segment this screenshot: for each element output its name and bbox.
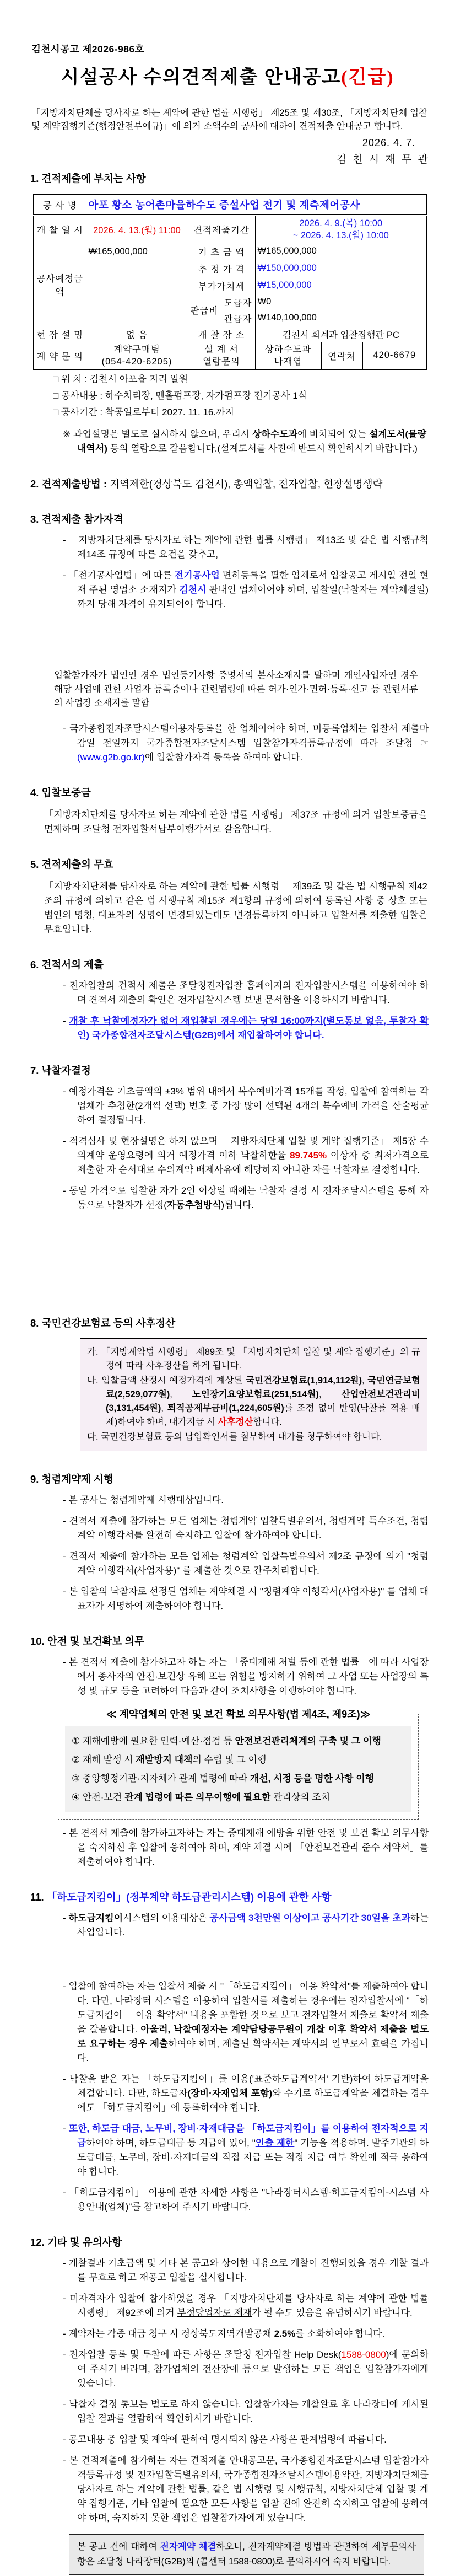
text-segment: 「지방자치단체를 당사자로 하는 계약에 관한 법률 시행령」 제37조 규정에 의거 입찰보증금을 면제하며 조달청 전자입찰서납부이행각서로 갈음합니다. bbox=[44, 809, 427, 834]
text-segment: - 전자입찰의 견적서 제출은 조달청전자입찰 홈페이지의 전자입찰시스템을 이용하여야 하며 견적서 제출의 확인은 전자입찰시스템 보낸 문서함을 이용하시기 바랍니다. bbox=[63, 980, 429, 1005]
text-segment: ① bbox=[72, 1735, 83, 1746]
text-segment: 가 될 수도 있음을 유념하시기 바랍니다. bbox=[252, 2307, 413, 2318]
text-segment: 관내인 업체이어야 하며, 입찰일(낙찰자는 계약체결일)까지 당해 자격이 유지되어야 합니다. bbox=[77, 584, 429, 609]
text-segment: - 본 견적서 제출에 참가하고자 하는 자는 「중대재해 처벌 등에 관한 법률」에 따라 사업장에서 종사자의 안전·보건상 유해 또는 위험을 방지하기 위하여 그 사업 또는 사업장의 특성 및 규모 등을 고려하여 다음과 같이 조치사항을 이행하여야 합니다. bbox=[63, 1656, 429, 1696]
text-segment: - 미자격자가 입찰에 참가하였을 경우 「지방자치단체를 당사자로 하는 계약에 관한 법률 시행령」 제92조에 의거 bbox=[63, 2293, 429, 2318]
text-segment: 아울러, 낙찰예정자는 계약담당공무원이 개찰 이후 확약서 제출을 별도로 요구하는 경우 제출 bbox=[77, 2024, 429, 2049]
opening-datetime-label: 개 찰 일 시 bbox=[34, 215, 86, 243]
text-segment: - 「지방자치단체를 당사자로 하는 계약에 관한 법률 시행령」 제13조 및 같은 법 시행규칙 제14조 규정에 따른 요건을 갖추고, bbox=[63, 534, 429, 560]
text-segment: 나. 입찰금액 산정시 예정가격에 계상된 bbox=[87, 1375, 246, 1386]
project-detail-item bbox=[53, 389, 427, 403]
section3-bullets-a bbox=[0, 533, 455, 611]
text-segment: , bbox=[318, 1389, 342, 1399]
project-detail-item bbox=[53, 372, 427, 387]
opening-datetime-value: 2026. 4. 13.(월) 11:00 bbox=[86, 215, 188, 243]
section3-bullets-b bbox=[0, 722, 455, 765]
project-name-value: 아포 황소 농어촌마을하수도 증설사업 전기 및 계측제어공사 bbox=[86, 194, 427, 215]
assessed-price-label: 추 정 가 격 bbox=[188, 260, 255, 277]
section10-heading: 10. 안전 및 보건확보 의무 bbox=[30, 1635, 145, 1647]
text-segment: 전기공사업 bbox=[174, 570, 220, 581]
text-segment: - 적격심사 및 현장설명은 하지 않으며 「지방자치단체 입찰 및 계약 집행기준」 제5장 수의계약 운영요령에 의거 예정가격 이하 낙찰하한율 bbox=[63, 1135, 429, 1161]
text-segment: 자동추첨방식 bbox=[166, 1199, 221, 1210]
table-row bbox=[34, 326, 427, 342]
text-segment: ③ 중앙행정기관·지자체가 관계 법령에 따라 bbox=[72, 1773, 250, 1784]
assessed-price-value: ₩150,000,000 bbox=[255, 260, 427, 277]
text-segment: 의 수립 및 그 이행 bbox=[192, 1754, 267, 1765]
text-segment: 본 공고 건에 대하여 bbox=[77, 2541, 160, 2552]
gov-supply-label: 관급비 bbox=[188, 294, 221, 326]
text-segment: - 입찰에 참여하는 자는 입찰서 제출 시 "「하도급지킴이」 이용 확약서"를 제출하여야 합니다. 다만, 나라장터 시스템을 이용하여 입찰서를 제출하는 경우에는 전자입찰서에 "「하도급지킴이」 이용 확약서" 내용을 포함한 것으로 보고 전자입찰서 제출로 확약서 제출을 갈음합니다. bbox=[63, 1981, 429, 2035]
bullet-item bbox=[63, 568, 429, 611]
text-segment: - 낙찰을 받은 자는 「하도급지킴이」를 이용('표준하도급계약서' 기반)하여 하도급계약을 체결합니다. 다만, 하도급자 bbox=[63, 2073, 429, 2099]
bullet-item bbox=[63, 1514, 429, 1543]
bullet-item bbox=[63, 1585, 429, 1613]
section8-heading: 8. 국민건강보험료 등의 사후정산 bbox=[30, 1317, 176, 1329]
text-segment: 국민연금보험료(2,529,077원) bbox=[106, 1375, 420, 1399]
section4-heading: 4. 입찰보증금 bbox=[30, 786, 91, 798]
text-segment: 공사금액 3천만원 이상이고 공사기간 30일을 초과 bbox=[209, 1912, 411, 1923]
business-location-note-box bbox=[47, 664, 425, 715]
section12-heading: 12. 기타 및 유의사항 bbox=[30, 2236, 122, 2248]
estimated-amount-label: 공사예정금액 bbox=[34, 243, 86, 326]
text-segment: 안전보건관리체계의 구축 및 그 이행 bbox=[235, 1735, 381, 1746]
bullet-item bbox=[63, 2348, 429, 2391]
bullet-item bbox=[63, 1085, 429, 1128]
site-briefing-value: 없 음 bbox=[86, 326, 188, 342]
gov-supplier-label: 관급자 bbox=[221, 310, 255, 326]
section6-bullets bbox=[0, 979, 455, 1043]
text-segment: 를 조정 없이 반영(낙찰률 적용 배제)하여야 하며, 대가지급 시 bbox=[106, 1403, 421, 1427]
announcement-date: 2026. 4. 7. bbox=[362, 137, 415, 148]
contract-team: 계약구매팀 bbox=[113, 344, 160, 355]
text-segment: 하는 사업입니다. bbox=[77, 1912, 429, 1938]
department-name: 상하수도과 bbox=[264, 344, 312, 355]
submission-period-value bbox=[255, 215, 427, 243]
section2-label: 2. 견적제출방법 : bbox=[30, 477, 110, 490]
text-segment: 인출 제한 bbox=[255, 2137, 295, 2148]
text-segment: - bbox=[63, 2123, 69, 2134]
bullet-item bbox=[63, 2186, 429, 2214]
section1-heading: 1. 견적제출에 부치는 사항 bbox=[30, 173, 146, 184]
text-segment: 관리상의 조치 bbox=[270, 1791, 331, 1802]
contract-inquiry-label: 계 약 문 의 bbox=[34, 342, 86, 369]
post-settlement-box bbox=[80, 1338, 427, 1451]
text-segment: 전자계약 체결 bbox=[160, 2541, 216, 2552]
text-segment: 상하수도과 bbox=[252, 428, 298, 439]
text-segment: 다. 국민건강보험료 등의 납입확인서를 첨부하여 대가를 청구하여야 합니다. bbox=[87, 1431, 382, 1442]
bullet-item bbox=[63, 2291, 429, 2320]
table-row bbox=[34, 194, 427, 215]
section5-heading: 5. 견적제출의 무효 bbox=[30, 858, 113, 870]
text-segment: 가. 「지방계약법 시행령」 제89조 및 「지방자치단체 입찰 및 계약 집행기준」의 규정에 따라 사후정산을 하게 됩니다. bbox=[87, 1346, 420, 1371]
inline-link[interactable]: (www.g2b.go.kr) bbox=[77, 752, 145, 763]
section2-heading bbox=[30, 477, 427, 491]
section7-heading: 7. 낙찰자결정 bbox=[30, 1064, 91, 1076]
numbered-obligation-item bbox=[72, 1789, 405, 1806]
bullet-item bbox=[63, 1493, 429, 1507]
submission-period-label: 견적제출기간 bbox=[188, 215, 255, 243]
table-row bbox=[34, 243, 427, 260]
text-segment: - 전자입찰 등록 및 투찰에 따른 사항은 조달청 전자입찰 Help Desk( bbox=[63, 2349, 342, 2360]
section11-heading bbox=[30, 1890, 427, 1904]
bullet-item bbox=[63, 2072, 429, 2115]
project-name-label: 공 사 명 bbox=[34, 194, 86, 215]
text-segment: 하여야 하며, 제출된 확약서는 계약서의 일부로서 효력을 가집니다. bbox=[77, 2038, 429, 2063]
contract-inquiry-value bbox=[86, 342, 188, 369]
section9-bullets bbox=[0, 1493, 455, 1613]
text-segment: □ 위 치 : 김천시 아포읍 지리 일원 bbox=[53, 373, 188, 384]
bullet-item bbox=[63, 1134, 429, 1177]
bullet-item bbox=[63, 1979, 429, 2065]
bullet-item bbox=[63, 722, 429, 765]
text-segment: 「지방자치단체를 당사자로 하는 계약에 관한 법률 시행령」 제39조 및 같은 법 시행규칙 제42조의 규정에 의하고 같은 법 시행규칙 제15조 제1항의 규정에 의하여 등록된 사항 중 상호 또는 법인의 명칭, 대표자의 성명이 변경되었는데도 변경등록하지 아니하고 입찰서를 제출한 입찰은 무효입니다. bbox=[44, 881, 427, 935]
text-segment: 「하도급지킴이」(정부계약 하도급관리시스템) 이용에 관한 사항 bbox=[46, 1891, 332, 1903]
text-segment: ※ 과업설명은 별도로 실시하지 않으며, 우리시 bbox=[63, 428, 253, 439]
text-segment: 낙찰자 결정 통보는 별도로 하지 않습니다. bbox=[69, 2398, 241, 2409]
text-segment: 면허등록을 필한 업체로서 입찰공고 게시일 전일 현재 주된 영업소 소재지가 bbox=[77, 570, 429, 595]
text-segment: - 「하도급지킴이」 이용에 관한 자세한 사항은 "나라장터시스템-하도급지킴이-시스템 사용안내(업체)"를 참고하여 주시기 바랍니다. bbox=[63, 2187, 429, 2212]
text-segment: " 기능을 적용하며. 발주기관의 하도급대금, 노무비, 장비·자재대금의 직접 지급 또는 적정 지급 여부 확인에 적극 응하여야 합니다. bbox=[77, 2137, 429, 2177]
text-segment: 개선, 시정 등을 명한 사항 이행 bbox=[250, 1773, 375, 1784]
text-segment: 11. bbox=[30, 1891, 47, 1903]
section9-heading: 9. 청렴계약제 시행 bbox=[30, 1473, 113, 1485]
text-segment: - 동일 가격으로 입찰한 자가 2인 이상일 때에는 낙찰자 결정 시 전자조달시스템을 통해 자동으로 낙찰자가 선정( bbox=[63, 1185, 429, 1210]
text-segment: - 「전기공사업법」에 따른 bbox=[63, 570, 175, 581]
text-segment: - 공고내용 중 입찰 및 계약에 관하여 명시되지 않은 사항은 관계법령에 따릅니다. bbox=[63, 2434, 387, 2445]
section10-paragraph-2 bbox=[63, 1826, 429, 1869]
safety-obligation-items bbox=[65, 1726, 411, 1812]
text-segment: 재발방지 대책 bbox=[136, 1754, 193, 1765]
section2-text: 지역제한(경상북도 김천시), 총액입찰, 전자입찰, 현장설명생략 bbox=[110, 477, 383, 490]
text-segment: 재해예방에 필요한 인력·예산·점검 등 bbox=[82, 1735, 235, 1746]
base-amount-label: 기 초 금 액 bbox=[188, 243, 255, 260]
text-segment: - 예정가격은 기초금액의 ±3% 범위 내에서 복수예비가격 15개를 작성, 입찰에 참여하는 각 업체가 추첨한(2개씩 선택) 번호 중 가장 많이 선택된 4개의 복수예비 가격을 산술평균하여 결정됩니다. bbox=[63, 1086, 429, 1125]
text-segment: - bbox=[63, 1912, 69, 1923]
bullet-item bbox=[63, 2454, 429, 2525]
bullet-item bbox=[63, 1014, 429, 1043]
urgent-badge: (긴급) bbox=[341, 67, 394, 88]
opening-place-label: 개 찰 장 소 bbox=[188, 326, 255, 342]
text-segment: 개찰 후 낙찰예정자가 없어 재입찰된 경우에는 당일 16:00까지(별도통보 없음, 투찰자 확인) 국가종합전자조달시스템(G2B)에서 재입찰하여야 합니다. bbox=[69, 1015, 429, 1040]
table-row bbox=[34, 342, 427, 369]
vat-value: ₩15,000,000 bbox=[255, 277, 427, 294]
page-title bbox=[11, 65, 444, 91]
text-segment: 를 소화하여야 합니다. bbox=[295, 2328, 385, 2339]
base-amount-value: ₩165,000,000 bbox=[255, 243, 427, 260]
bullet-item bbox=[63, 533, 429, 562]
section11-bullet-first bbox=[63, 1911, 429, 1940]
estimated-amount-value: ₩165,000,000 bbox=[86, 243, 188, 326]
section3-heading: 3. 견적제출 참가자격 bbox=[30, 513, 123, 525]
text-segment: , bbox=[170, 1389, 192, 1399]
text-segment: - 국가종합전자조달시스템이용자등록을 한 업체이어야 하며, 미등록업체는 입찰서 제출마감일 전일까지 국가종합전자조달시스템 입찰참가자격등록규정에 따라 조달청 ☞ bbox=[63, 723, 429, 748]
vat-label: 부가가치세 bbox=[188, 277, 255, 294]
numbered-obligation-item bbox=[72, 1752, 405, 1768]
text-segment: )됩니다. bbox=[221, 1199, 254, 1210]
bullet-item bbox=[63, 2327, 429, 2341]
bullet-item bbox=[63, 2433, 429, 2447]
text-segment: 관계 법령에 따른 의무이행에 필요한 bbox=[124, 1791, 271, 1802]
text-segment: 에 비치되어 있는 bbox=[297, 428, 369, 439]
text-segment: (장비·자재업체 포함) bbox=[187, 2087, 273, 2099]
bullet-item bbox=[63, 2122, 429, 2179]
design-doc-line2: 열람문의 bbox=[203, 356, 240, 367]
phone-value: 420-6679 bbox=[362, 342, 427, 369]
safety-obligation-box-title: ≪ 계약업체의 안전 및 보건 확보 의무사항(법 제4조, 제9조)≫ bbox=[101, 1706, 376, 1722]
text-segment: 또한, 하도급 대금, 노무비, 장비·자재대금을 「하도급지킴이」를 이용하여 전자적으로 지급 bbox=[68, 2123, 429, 2148]
spacer bbox=[0, 1212, 455, 1295]
text-segment: □ 공사기간 : 착공일로부터 2027. 11. 16.까지 bbox=[53, 406, 234, 417]
text-segment: 노인장기요양보험료(251,514원) bbox=[192, 1389, 319, 1399]
intro-paragraph: 「지방자치단체를 당사자로 하는 계약에 관한 법률 시행령」 제25조 및 제30조, 「지방자치단체 입찰 및 계약집행기준(행정안전부예규)」에 의거 소액수의 공사에 대하여 견적제출 안내공고 합니다. bbox=[31, 108, 427, 131]
text-segment: - 견적서 제출에 참가하는 모든 업체는 청렴계약 입찰특별유의서 제2조 규정에 의거 "청렴계약 이행각서(사업자용)" 를 제출한 것으로 간주처리합니다. bbox=[63, 1550, 429, 1576]
officer-name: 나재엽 bbox=[274, 356, 302, 367]
bid-info-table bbox=[33, 194, 427, 370]
text-segment: )에 문의하여 주시기 바라며, 참가업체의 전산장애 등으로 발생하는 모든 책임은 입찰참가자에게 있습니다. bbox=[77, 2349, 429, 2389]
text-segment: 하오니, 전자계약체결 방법과 관련하여 세부문의사항은 조달청 나라장터(G2B)의 (콜센터 1588-0800)로 문의하시어 숙지 바랍니다. bbox=[77, 2541, 416, 2567]
spacer bbox=[0, 1940, 455, 1973]
text-segment: 등의 열람으로 갈음합니다.(설계도서를 사전에 반드시 확인하시기 바랍니다.) bbox=[107, 443, 418, 454]
text-segment: 2.5% bbox=[274, 2328, 296, 2339]
text-segment: , bbox=[161, 1403, 167, 1413]
text-segment: ② 재해 발생 시 bbox=[72, 1754, 136, 1765]
section5-paragraph bbox=[44, 879, 427, 937]
box-paragraph bbox=[87, 1430, 420, 1444]
text-segment: ④ 안전·보건 bbox=[72, 1791, 125, 1802]
numbered-obligation-item bbox=[72, 1733, 405, 1749]
box-paragraph bbox=[87, 1345, 420, 1373]
table-row bbox=[34, 215, 427, 243]
opening-place-value: 김천시 회계과 입찰집행관 PC bbox=[255, 326, 427, 342]
design-doc-line1: 설 계 서 bbox=[204, 344, 239, 355]
contractor-value: ₩0 bbox=[255, 294, 427, 310]
text-segment: 1588-0800 bbox=[341, 2349, 386, 2360]
section4-paragraph bbox=[44, 808, 427, 836]
page-title-main: 시설공사 수의견적제출 안내공고 bbox=[61, 67, 342, 88]
design-doc-note bbox=[63, 427, 427, 456]
text-segment: □ 공사내용 : 하수처리장, 맨홀펌프장, 자가펌프장 전기공사 1식 bbox=[53, 390, 307, 401]
bullet-item bbox=[63, 2256, 429, 2285]
text-segment: - 견적서 제출에 참가하는 모든 업체는 청렴계약 입찰특별유의서, 청렴계약 특수조건, 청렴계약 이행각서를 완전히 숙지하고 입찰에 참가하여야 합니다. bbox=[63, 1515, 429, 1541]
site-briefing-label: 현 장 설 명 bbox=[34, 326, 86, 342]
text-segment: 산업안전보건관리비(3,131,454원) bbox=[106, 1389, 421, 1413]
text-segment: 김천시 bbox=[179, 584, 207, 595]
text-segment: 퇴직공제부금비(1,224,605원) bbox=[167, 1403, 284, 1413]
e-contract-notice-text bbox=[77, 2540, 416, 2569]
text-segment: 하여야 하며, 하도급대금 등 지급에 있어, " bbox=[86, 2137, 256, 2148]
design-doc-inquiry-label bbox=[188, 342, 255, 369]
box-paragraph bbox=[54, 669, 418, 710]
text-segment: - bbox=[63, 2398, 69, 2409]
numbered-obligation-item bbox=[72, 1770, 405, 1787]
text-segment: 국민건강보험료(1,914,112원) bbox=[246, 1375, 362, 1386]
text-segment: 이상자 중 최저가격으로 제출한 자 순서대로 수의계약 배제사유에 해당하지 아니한 자를 낙찰자로 결정합니다. bbox=[77, 1150, 429, 1175]
text-segment: - 본 입찰의 낙찰자로 선정된 업체는 계약체결 시 "청렴계약 이행각서(사업자용)" 를 업체 대표자가 서명하여 제출하여야 합니다. bbox=[63, 1586, 429, 1611]
bullet-item bbox=[63, 1549, 429, 1578]
text-segment: 시스템의 이용대상은 bbox=[123, 1912, 210, 1923]
section7-bullets bbox=[0, 1085, 455, 1212]
project-detail-item bbox=[53, 405, 427, 420]
design-doc-department bbox=[255, 342, 321, 369]
section12-bullets bbox=[0, 2256, 455, 2525]
section10-paragraph-1 bbox=[63, 1655, 429, 1698]
text-segment: 설계도서(물량내역서) bbox=[77, 428, 427, 454]
safety-obligation-box bbox=[58, 1708, 419, 1820]
project-detail-list bbox=[0, 372, 455, 420]
issuer: 김 천 시 재 무 관 bbox=[336, 154, 430, 165]
text-segment: 하도급지킴이 bbox=[68, 1912, 123, 1923]
text-segment: - 개찰결과 기초금액 및 기타 본 공고와 상이한 내용으로 개찰이 진행되었을 경우 개찰 결과를 무효로 하고 재공고 입찰을 실시합니다. bbox=[63, 2257, 429, 2283]
section6-heading: 6. 견적서의 제출 bbox=[30, 958, 104, 970]
text-segment: 합니다. bbox=[253, 1416, 282, 1427]
bullet-item bbox=[63, 979, 429, 1007]
text-segment: 와 수기로 하도급계약을 체결하는 경우에도 「하도급지킴이」에 등록하여야 합니다. bbox=[77, 2087, 429, 2113]
text-segment: , bbox=[362, 1375, 368, 1386]
text-segment: - 본 견적서 제출에 참가하고자하는 자는 중대재해 예방을 위한 안전 및 보건 확보 의무사항을 숙지하신 후 입찰에 응하여야 하며, 계약 체결 시에 「안전보건관리 준수 서약서」를 제출하여야 합니다. bbox=[63, 1827, 429, 1867]
text-segment: 89.745% bbox=[290, 1150, 327, 1161]
text-segment: 부정당업자로 제재 bbox=[177, 2307, 252, 2318]
notice-number: 김천시공고 제2026-986호 bbox=[31, 44, 145, 55]
text-segment: 입찰참가자는 개찰완료 후 나라장터에 게시된 입찰 결과를 열람하여 확인하시기 바랍니다. bbox=[77, 2398, 429, 2424]
submission-period-from: 2026. 4. 9.(목) 10:00 bbox=[299, 218, 383, 228]
box-paragraph bbox=[87, 1374, 420, 1429]
text-segment: - bbox=[63, 1015, 69, 1026]
text-segment: 사후정산 bbox=[218, 1416, 253, 1427]
submission-period-to: ~ 2026. 4. 13.(월) 10:00 bbox=[292, 230, 389, 240]
e-contract-notice-box bbox=[69, 2534, 424, 2575]
text-segment: 에 입찰참가자격 등록을 하여야 합니다. bbox=[144, 752, 303, 763]
bullet-item bbox=[63, 1184, 429, 1212]
gov-supplier-value: ₩140,100,000 bbox=[255, 310, 427, 326]
text-segment: 입찰참가자가 법인인 경우 법인등기사항 증명서의 본사소재지를 말하며 개인사업자인 경우 해당 사업에 관한 사업자 등록증이나 관련법령에 따른 허가·인가·면허·등록·신고 등 관련서류의 사업장 소재지를 말함 bbox=[54, 670, 418, 708]
contractor-label: 도급자 bbox=[221, 294, 255, 310]
text-segment: - 계약자는 각종 대금 청구 시 경상북도지역개발공채 bbox=[63, 2328, 274, 2339]
text-segment: - 본 견적제출에 참가하는 자는 견적제출 안내공고문, 국가종합전자조달시스템 입찰참가자격등록규정 및 전자입찰특별유의서, 국가종합전자조달시스템이용약관, 지방자치단체를 당사자로 하는 계약에 관한 법률, 같은 법 시행령 및 시행규칙, 지방자치단체 입찰 및 계약 집행기준, 기타 입찰에 필요한 모든 사항을 입찰 전에 완전히 숙지하고 입찰에 응하여야 하며, 숙지하지 못한 책임은 입찰참가자에게 있습니다. bbox=[63, 2455, 429, 2523]
contract-phone: (054-420-6205) bbox=[101, 356, 172, 367]
section11-bullets-rest bbox=[0, 1979, 455, 2214]
phone-label: 연락처 bbox=[321, 342, 362, 369]
text-segment: - 본 공사는 청렴계약제 시행대상입니다. bbox=[63, 1494, 224, 1505]
bullet-item bbox=[63, 2397, 429, 2426]
